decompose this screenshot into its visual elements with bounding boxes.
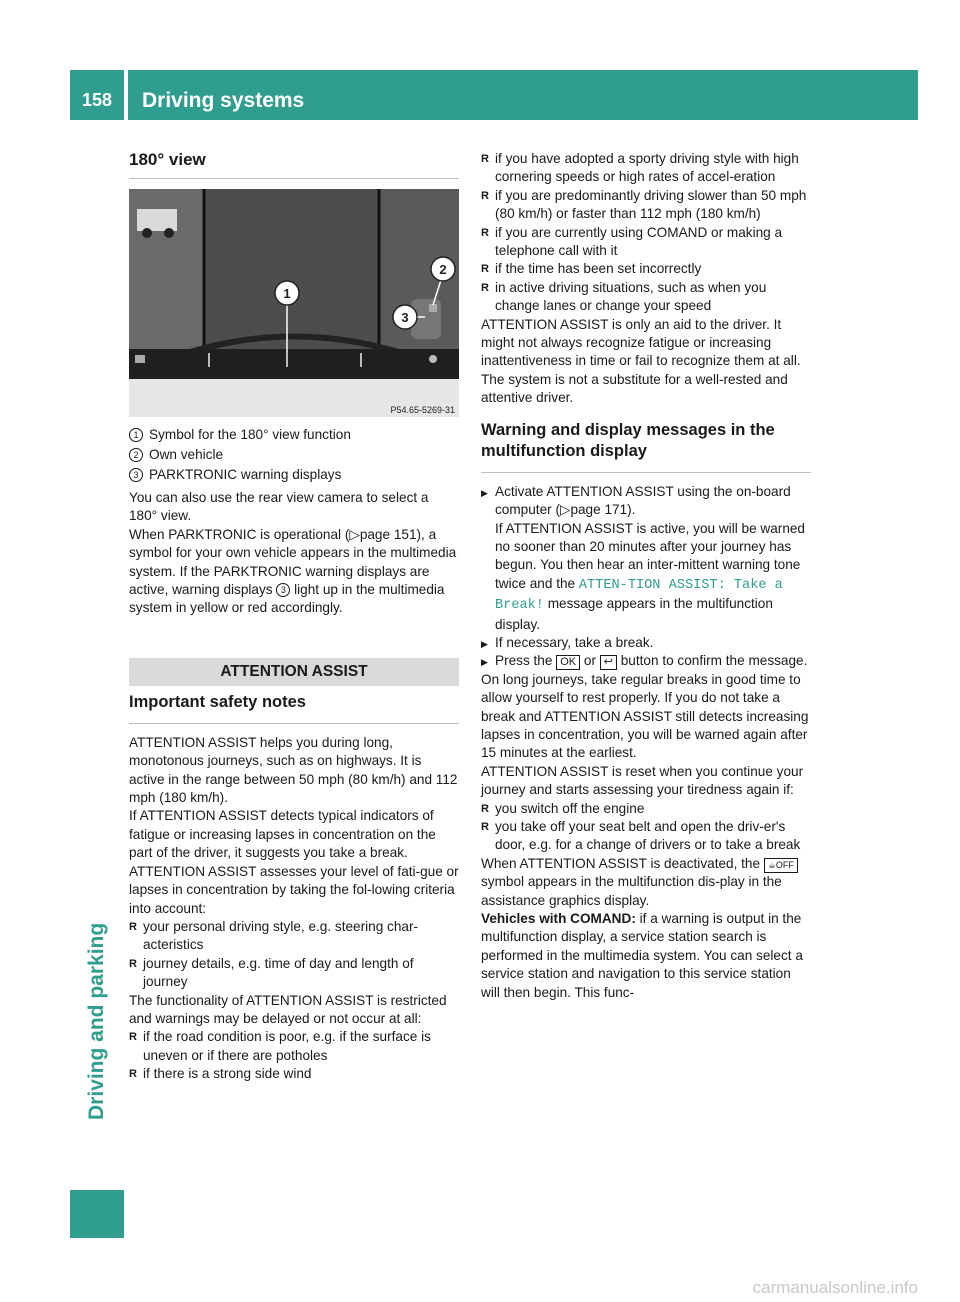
paragraph: The functionality of ATTENTION ASSIST is restricted and warnings may be delayed or not occur at all: [129,992,447,1026]
heading-warning-messages: Warning and display messages in the multifunction display [481,420,811,473]
list-item: R if there is a strong side wind [129,1065,459,1083]
camera-figure [129,189,459,417]
list-item: R journey details, e.g. time of day and length of journey [129,955,459,992]
side-tab-block [70,1190,124,1238]
callout-1 [275,281,299,305]
attention-off-icon: ☕OFF [764,858,798,873]
restriction-list-continued [481,150,811,316]
section-heading: ATTENTION ASSIST [129,658,459,686]
paragraph: If ATTENTION ASSIST detects typical indicators of fatigue or increasing lapses in concentration on the part of the driver, it suggests you take a break. [129,808,436,861]
header-separator [124,70,128,120]
svg-text:2: 2 [439,262,447,277]
callout-2 [431,257,455,281]
paragraph: When ATTENTION ASSIST is deactivated, the ☕OFF symbol appears in the multifunction dis-play in the assistance graphics display. [481,855,811,910]
list-item: R if the time has been set incorrectly [481,260,811,278]
svg-text:1: 1 [283,286,291,301]
watermark: carmanualsonline.info [752,1278,918,1297]
svg-text:3: 3 [401,310,409,325]
paragraph: ATTENTION ASSIST is only an aid to the driver. It might not always recognize fatigue or increasing inattentiveness in time or fail to recognize them at all. The system is not a substitute for a well-rested and attentive driver. [481,316,801,406]
page-number: 158 [81,90,113,110]
paragraph: ATTENTION ASSIST helps you during long, monotonous journeys, such as on highways. It is active in the range between 50 mph (80 km/h) and 112 mph (180 km/h). [129,734,458,806]
legend-item: 3 PARKTRONIC warning displays [129,465,459,485]
list-item: R if you have adopted a sporty driving style with high cornering speeds or high rates of accel-eration [481,150,811,187]
heading-180-view: 180° view [129,150,459,179]
paragraph: Vehicles with COMAND: if a warning is output in the multifunction display, a service station search is performed in the multimedia system. You can select a service station and navigation to this service station will then begin. This func- [481,911,803,1000]
header-bar [70,70,918,120]
step-item: ▶ Press the OK or ↩ button to confirm the message. [481,652,811,670]
side-tab [70,120,124,1238]
display-message: ATTEN‐TION ASSIST: Take a Break! [495,577,783,614]
reset-list [481,800,811,855]
header-title: Driving systems [142,89,305,112]
list-item: R if you are currently using COMAND or making a telephone call with it [481,224,811,261]
figure-reference: P54.65-5269-31 [390,405,455,415]
list-item: R your personal driving style, e.g. steering char-acteristics [129,918,459,955]
step-item: ▶ Activate ATTENTION ASSIST using the on-board computer (▷page 171). If ATTENTION ASSIST is active, you will be warned no sooner than 20 minutes after your journey has begun. You then hear an inter-mittent warning tone twice and the ATTEN‐TION ASSIST: Take a Break! message appears in the multifunction display. [481,483,811,634]
list-item: R you take off your seat belt and open the driv-er's door, e.g. for a change of drivers or to take a break [481,818,811,855]
camera-illustration [129,189,459,417]
list-item: R if the road condition is poor, e.g. if the surface is uneven or if there are potholes [129,1028,459,1065]
ok-key: OK [556,655,580,670]
steps-list [481,483,811,671]
restriction-list [129,1028,459,1083]
criteria-list [129,918,459,992]
heading-safety-notes: Important safety notes [129,692,459,724]
paragraph: You can also use the rear view camera to select a 180° view. [129,490,429,524]
step-item: ▶ If necessary, take a break. [481,634,811,652]
left-column [129,150,459,1084]
legend-item: 2 Own vehicle [129,445,459,465]
paragraph: When PARKTRONIC is operational (▷page 151), a symbol for your own vehicle appears in the multimedia system. If the PARKTRONIC warning displays are active, warning displays 3 light up in the multimedia system in yellow or red accordingly. [129,526,457,616]
paragraph: ATTENTION ASSIST assesses your level of fati-gue or lapses in concentration by taking the fol-lowing criteria into account: [129,863,459,916]
side-tab-label: Driving and parking [85,922,108,1120]
callout-3 [393,305,417,329]
legend-item: 1 Symbol for the 180° view function [129,425,459,445]
list-item: R in active driving situations, such as when you change lanes or change your speed [481,279,811,316]
list-item: R you switch off the engine [481,800,811,818]
back-key: ↩ [600,655,617,670]
list-item: R if you are predominantly driving slower than 50 mph (80 km/h) or faster than 112 mph (180 km/h) [481,187,811,224]
figure-legend [129,425,459,485]
paragraph: ATTENTION ASSIST is reset when you continue your journey and starts assessing your tiredness again if: [481,763,804,798]
right-column [481,150,811,1002]
paragraph: On long journeys, take regular breaks in good time to allow yourself to rest properly. If you do not take a break and ATTENTION ASSIST still detects increasing lapses in concentration, you will be warned again after 15 minutes at the earliest. [481,671,809,761]
